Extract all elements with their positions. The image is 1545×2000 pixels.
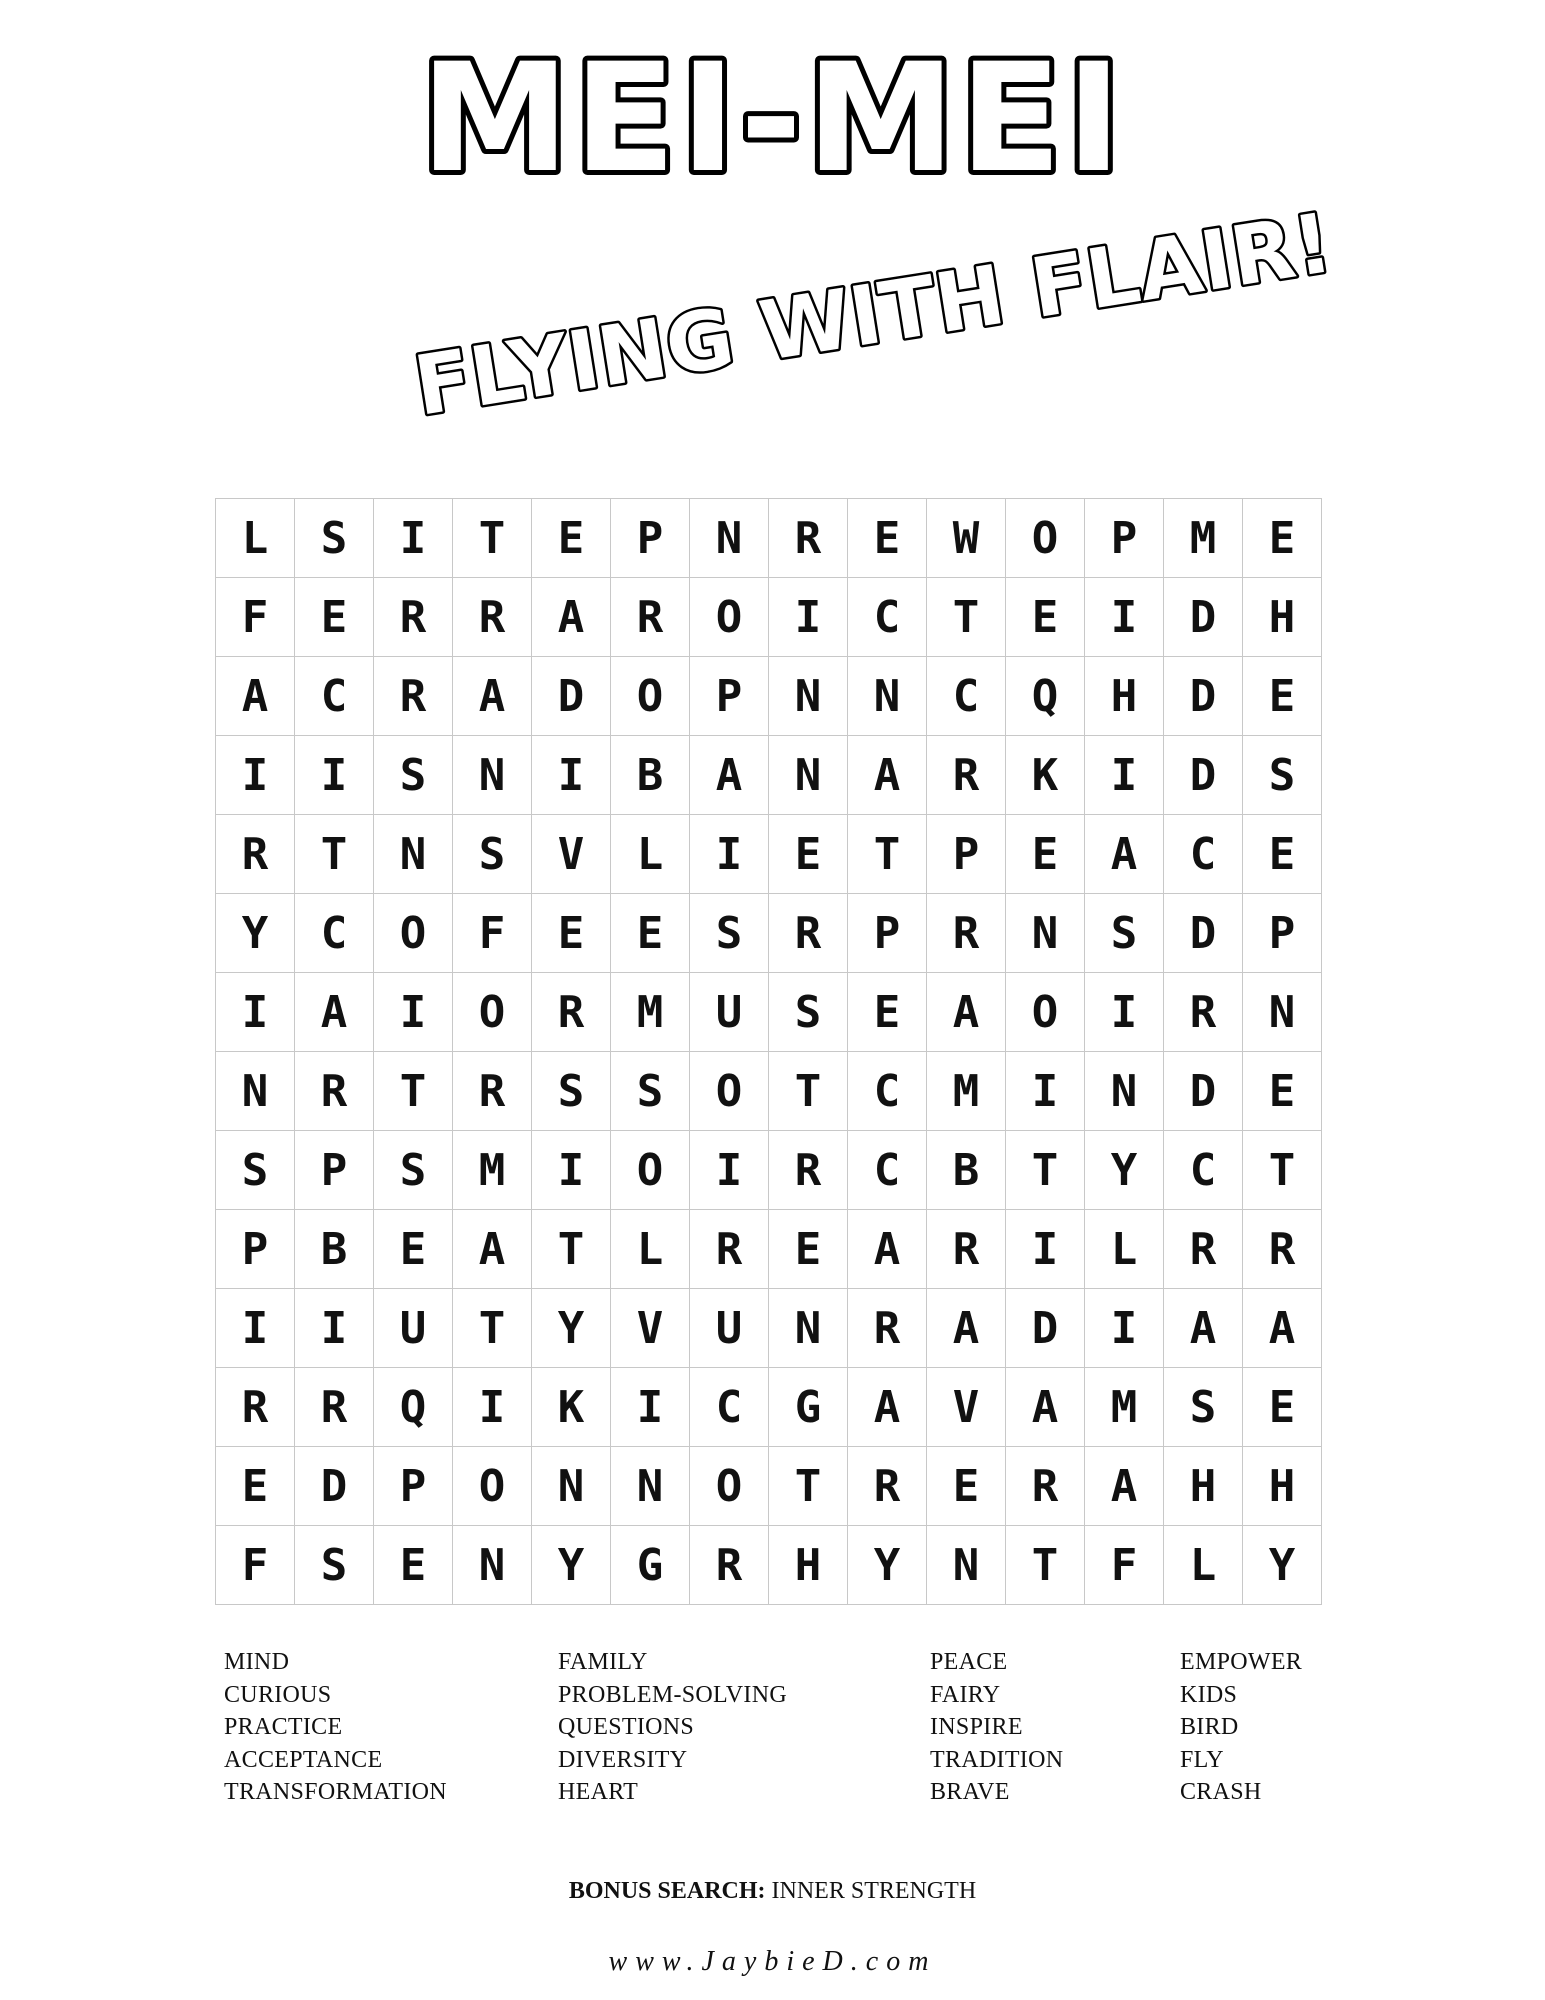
- subtitle-text: FLYING WITH FLAIR!: [408, 195, 1339, 435]
- grid-cell: S: [374, 736, 453, 815]
- grid-cell: I: [1085, 973, 1164, 1052]
- grid-cell: R: [216, 1368, 295, 1447]
- grid-cell: K: [532, 1368, 611, 1447]
- grid-cell: M: [1085, 1368, 1164, 1447]
- grid-cell: S: [1085, 894, 1164, 973]
- grid-cell: R: [690, 1526, 769, 1605]
- grid-cell: R: [1164, 973, 1243, 1052]
- grid-cell: R: [769, 1131, 848, 1210]
- grid-cell: D: [1164, 736, 1243, 815]
- grid-cell: A: [848, 736, 927, 815]
- grid-cell: L: [1085, 1210, 1164, 1289]
- grid-cell: D: [532, 657, 611, 736]
- grid-cell: S: [769, 973, 848, 1052]
- grid-cell: O: [611, 1131, 690, 1210]
- grid-cell: E: [769, 1210, 848, 1289]
- word-list-column-1: [224, 1646, 447, 1809]
- grid-cell: S: [295, 1526, 374, 1605]
- grid-cell: D: [1006, 1289, 1085, 1368]
- grid-cell: S: [611, 1052, 690, 1131]
- grid-cell: V: [927, 1368, 1006, 1447]
- grid-cell: T: [769, 1447, 848, 1526]
- bonus-word: INNER STRENGTH: [765, 1878, 977, 1904]
- grid-cell: E: [769, 815, 848, 894]
- grid-cell: D: [1164, 1052, 1243, 1131]
- grid-cell: O: [690, 1052, 769, 1131]
- grid-cell: E: [374, 1210, 453, 1289]
- grid-cell: T: [1006, 1131, 1085, 1210]
- grid-cell: E: [1243, 1368, 1322, 1447]
- grid-cell: E: [374, 1526, 453, 1605]
- grid-cell: I: [1006, 1210, 1085, 1289]
- word-list-column-2: [558, 1646, 787, 1809]
- grid-cell: A: [848, 1210, 927, 1289]
- grid-cell: R: [927, 736, 1006, 815]
- grid-cell: T: [769, 1052, 848, 1131]
- grid-cell: I: [295, 736, 374, 815]
- word-item: BIRD: [1180, 1714, 1239, 1740]
- grid-cell: N: [374, 815, 453, 894]
- bonus-label: BONUS SEARCH:: [568, 1878, 766, 1904]
- grid-cell: T: [453, 499, 532, 578]
- grid-cell: I: [216, 736, 295, 815]
- subtitle: [400, 195, 1339, 460]
- word-item: FLY: [1180, 1746, 1224, 1773]
- grid-cell: S: [295, 499, 374, 578]
- word-item: INSPIRE: [930, 1714, 1023, 1740]
- grid-cell: C: [848, 1131, 927, 1210]
- page-title: [0, 32, 1545, 210]
- grid-cell: O: [1006, 499, 1085, 578]
- grid-cell: L: [1164, 1526, 1243, 1605]
- grid-cell: A: [1243, 1289, 1322, 1368]
- grid-cell: K: [1006, 736, 1085, 815]
- grid-cell: Q: [1006, 657, 1085, 736]
- grid-cell: E: [1006, 578, 1085, 657]
- grid-cell: R: [690, 1210, 769, 1289]
- grid-cell: P: [611, 499, 690, 578]
- grid-cell: N: [927, 1526, 1006, 1605]
- grid-cell: R: [532, 973, 611, 1052]
- grid-cell: N: [769, 657, 848, 736]
- word-item: EMPOWER: [1180, 1649, 1303, 1675]
- grid-cell: R: [927, 1210, 1006, 1289]
- grid-cell: N: [769, 736, 848, 815]
- word-item: ACCEPTANCE: [224, 1746, 383, 1773]
- grid-cell: N: [1006, 894, 1085, 973]
- word-list-column-3: [930, 1646, 1063, 1809]
- grid-cell: I: [611, 1368, 690, 1447]
- grid-cell: I: [769, 578, 848, 657]
- word-item: HEART: [558, 1779, 639, 1805]
- grid-cell: L: [611, 1210, 690, 1289]
- grid-cell: E: [216, 1447, 295, 1526]
- grid-cell: P: [216, 1210, 295, 1289]
- grid-cell: I: [295, 1289, 374, 1368]
- grid-cell: T: [848, 815, 927, 894]
- grid-cell: R: [848, 1289, 927, 1368]
- word-item: TRANSFORMATION: [224, 1779, 447, 1805]
- grid-cell: N: [453, 1526, 532, 1605]
- bonus-search: [0, 1878, 1545, 1905]
- grid-cell: E: [1243, 1052, 1322, 1131]
- grid-cell: U: [374, 1289, 453, 1368]
- grid-cell: M: [1164, 499, 1243, 578]
- word-item: KIDS: [1180, 1681, 1238, 1708]
- grid-cell: E: [1243, 499, 1322, 578]
- grid-cell: R: [848, 1447, 927, 1526]
- grid-cell: T: [374, 1052, 453, 1131]
- grid-cell: N: [690, 499, 769, 578]
- grid-cell: D: [1164, 578, 1243, 657]
- grid-cell: C: [927, 657, 1006, 736]
- grid-cell: R: [295, 1368, 374, 1447]
- grid-cell: F: [216, 1526, 295, 1605]
- grid-cell: H: [1085, 657, 1164, 736]
- grid-cell: G: [611, 1526, 690, 1605]
- grid-cell: R: [769, 894, 848, 973]
- grid-cell: R: [1243, 1210, 1322, 1289]
- grid-cell: C: [295, 894, 374, 973]
- grid-cell: U: [690, 973, 769, 1052]
- grid-cell: T: [295, 815, 374, 894]
- grid-cell: M: [611, 973, 690, 1052]
- grid-cell: C: [1164, 1131, 1243, 1210]
- grid-cell: P: [1243, 894, 1322, 973]
- grid-cell: T: [532, 1210, 611, 1289]
- grid-cell: E: [1243, 657, 1322, 736]
- grid-cell: R: [611, 578, 690, 657]
- grid-cell: N: [532, 1447, 611, 1526]
- grid-cell: V: [611, 1289, 690, 1368]
- grid-cell: B: [927, 1131, 1006, 1210]
- title-text: MEI-MEI: [419, 32, 1126, 206]
- grid-cell: O: [453, 1447, 532, 1526]
- grid-cell: A: [295, 973, 374, 1052]
- grid-cell: A: [1006, 1368, 1085, 1447]
- grid-cell: Y: [1243, 1526, 1322, 1605]
- grid-cell: F: [216, 578, 295, 657]
- grid-cell: E: [611, 894, 690, 973]
- word-item: BRAVE: [930, 1779, 1010, 1805]
- word-item: MIND: [224, 1649, 290, 1675]
- grid-cell: T: [927, 578, 1006, 657]
- word-item: TRADITION: [930, 1746, 1064, 1773]
- grid-cell: P: [927, 815, 1006, 894]
- grid-cell: E: [1243, 815, 1322, 894]
- grid-cell: O: [690, 578, 769, 657]
- grid-cell: F: [1085, 1526, 1164, 1605]
- word-item: QUESTIONS: [558, 1714, 695, 1740]
- grid-cell: S: [216, 1131, 295, 1210]
- grid-cell: O: [453, 973, 532, 1052]
- grid-cell: N: [1085, 1052, 1164, 1131]
- grid-cell: R: [295, 1052, 374, 1131]
- grid-cell: I: [1085, 736, 1164, 815]
- grid-cell: C: [1164, 815, 1243, 894]
- grid-cell: A: [1085, 1447, 1164, 1526]
- grid-cell: S: [453, 815, 532, 894]
- grid-cell: A: [1164, 1289, 1243, 1368]
- grid-cell: S: [1164, 1368, 1243, 1447]
- grid-cell: V: [532, 815, 611, 894]
- grid-cell: I: [690, 1131, 769, 1210]
- grid-cell: O: [374, 894, 453, 973]
- grid-cell: T: [1006, 1526, 1085, 1605]
- grid-cell: A: [453, 657, 532, 736]
- grid-cell: R: [1164, 1210, 1243, 1289]
- grid-cell: A: [927, 1289, 1006, 1368]
- word-item: FAMILY: [558, 1649, 648, 1675]
- grid-cell: B: [295, 1210, 374, 1289]
- grid-cell: S: [1243, 736, 1322, 815]
- grid-cell: A: [927, 973, 1006, 1052]
- grid-cell: A: [532, 578, 611, 657]
- grid-cell: F: [453, 894, 532, 973]
- grid-cell: Y: [848, 1526, 927, 1605]
- grid-cell: L: [611, 815, 690, 894]
- grid-cell: R: [216, 815, 295, 894]
- grid-cell: H: [1164, 1447, 1243, 1526]
- word-list-column-4: [1180, 1646, 1302, 1809]
- grid-cell: E: [532, 499, 611, 578]
- grid-cell: I: [216, 1289, 295, 1368]
- grid-cell: S: [532, 1052, 611, 1131]
- grid-cell: I: [1085, 1289, 1164, 1368]
- grid-cell: O: [1006, 973, 1085, 1052]
- grid-cell: P: [1085, 499, 1164, 578]
- grid-cell: R: [1006, 1447, 1085, 1526]
- grid-cell: I: [216, 973, 295, 1052]
- grid-cell: A: [848, 1368, 927, 1447]
- grid-cell: T: [1243, 1131, 1322, 1210]
- grid-cell: A: [690, 736, 769, 815]
- grid-cell: I: [1006, 1052, 1085, 1131]
- grid-cell: T: [453, 1289, 532, 1368]
- grid-cell: E: [295, 578, 374, 657]
- grid-cell: R: [374, 578, 453, 657]
- grid-cell: A: [453, 1210, 532, 1289]
- grid-cell: O: [611, 657, 690, 736]
- grid-cell: M: [927, 1052, 1006, 1131]
- grid-cell: R: [769, 499, 848, 578]
- grid-cell: I: [690, 815, 769, 894]
- word-item: PRACTICE: [224, 1714, 343, 1740]
- grid-cell: D: [1164, 657, 1243, 736]
- grid-cell: M: [453, 1131, 532, 1210]
- grid-cell: I: [1085, 578, 1164, 657]
- grid-cell: R: [374, 657, 453, 736]
- grid-cell: H: [1243, 1447, 1322, 1526]
- grid-cell: P: [295, 1131, 374, 1210]
- grid-cell: N: [453, 736, 532, 815]
- grid-cell: N: [1243, 973, 1322, 1052]
- grid-cell: E: [848, 973, 927, 1052]
- grid-cell: H: [1243, 578, 1322, 657]
- grid-cell: N: [611, 1447, 690, 1526]
- grid-cell: O: [690, 1447, 769, 1526]
- grid-cell: Y: [216, 894, 295, 973]
- grid-cell: E: [532, 894, 611, 973]
- grid-cell: A: [216, 657, 295, 736]
- grid-cell: U: [690, 1289, 769, 1368]
- grid-cell: C: [690, 1368, 769, 1447]
- grid-cell: B: [611, 736, 690, 815]
- word-item: DIVERSITY: [558, 1746, 688, 1773]
- grid-cell: I: [453, 1368, 532, 1447]
- word-item: PROBLEM-SOLVING: [558, 1681, 787, 1708]
- grid-cell: E: [927, 1447, 1006, 1526]
- grid-cell: N: [848, 657, 927, 736]
- grid-cell: R: [453, 1052, 532, 1131]
- grid-cell: E: [848, 499, 927, 578]
- word-item: PEACE: [930, 1649, 1008, 1675]
- grid-cell: I: [532, 736, 611, 815]
- grid-cell: L: [216, 499, 295, 578]
- grid-cell: E: [1006, 815, 1085, 894]
- grid-cell: P: [848, 894, 927, 973]
- grid-cell: Y: [532, 1526, 611, 1605]
- website-footer: www.JaybieD.com: [608, 1946, 937, 1977]
- grid-cell: P: [690, 657, 769, 736]
- word-item: CRASH: [1180, 1779, 1262, 1805]
- grid-cell: C: [848, 1052, 927, 1131]
- grid-cell: I: [532, 1131, 611, 1210]
- grid-cell: I: [374, 499, 453, 578]
- grid-cell: H: [769, 1526, 848, 1605]
- grid-cell: Y: [1085, 1131, 1164, 1210]
- grid-cell: Q: [374, 1368, 453, 1447]
- grid-cell: I: [374, 973, 453, 1052]
- letter-grid: [215, 498, 1322, 1605]
- grid-cell: S: [690, 894, 769, 973]
- grid-cell: D: [295, 1447, 374, 1526]
- grid-cell: S: [374, 1131, 453, 1210]
- grid-cell: C: [848, 578, 927, 657]
- grid-cell: N: [216, 1052, 295, 1131]
- word-item: FAIRY: [930, 1681, 1001, 1708]
- grid-cell: D: [1164, 894, 1243, 973]
- grid-cell: C: [295, 657, 374, 736]
- word-item: CURIOUS: [224, 1681, 332, 1708]
- grid-cell: Y: [532, 1289, 611, 1368]
- grid-cell: W: [927, 499, 1006, 578]
- grid-cell: G: [769, 1368, 848, 1447]
- grid-cell: R: [453, 578, 532, 657]
- grid-cell: N: [769, 1289, 848, 1368]
- grid-cell: R: [927, 894, 1006, 973]
- grid-cell: P: [374, 1447, 453, 1526]
- grid-cell: A: [1085, 815, 1164, 894]
